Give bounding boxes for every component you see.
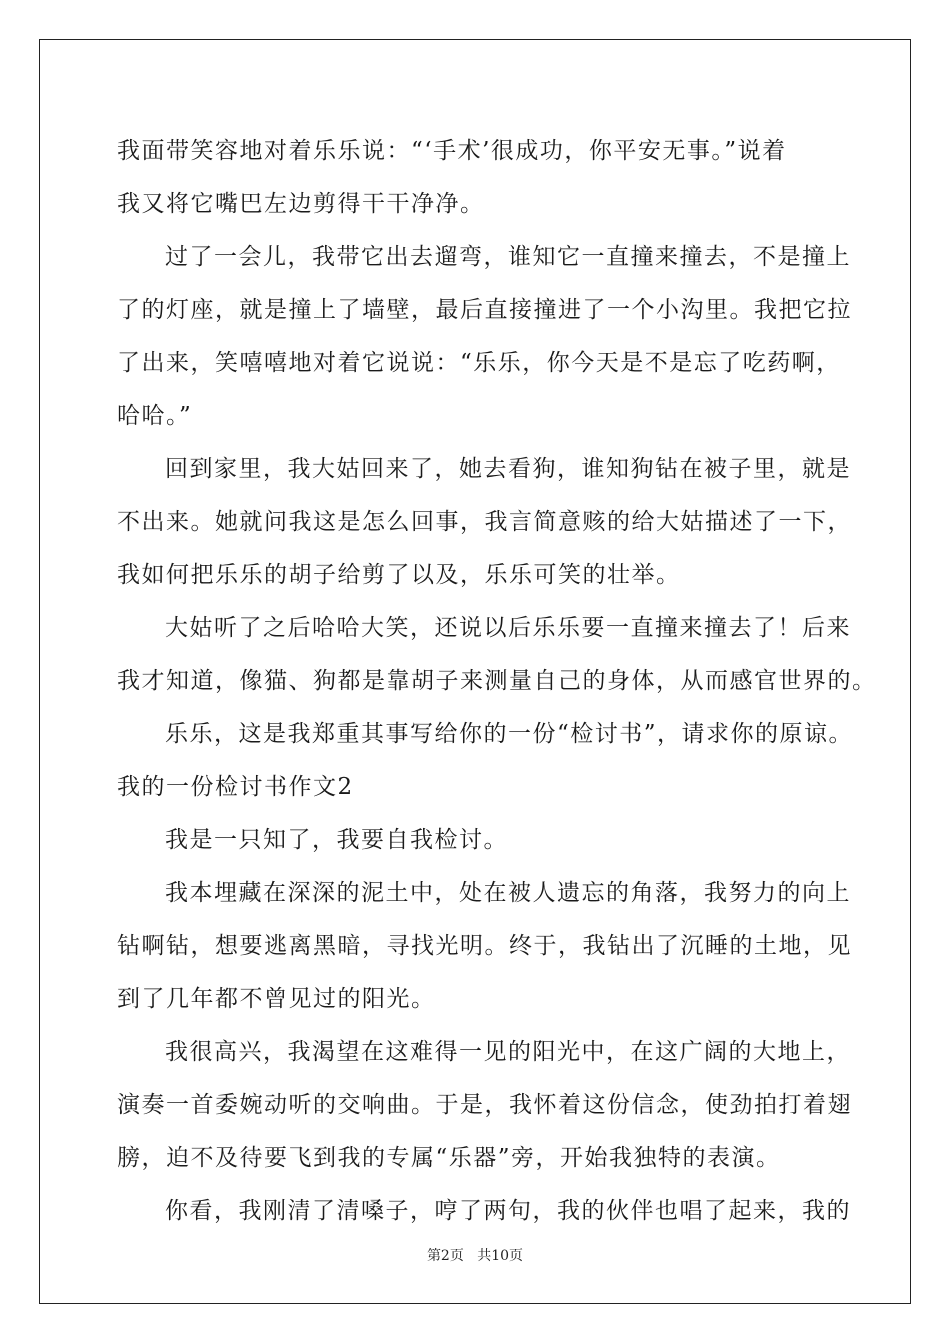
text-line-17: 到了几年都不曾见过的阳光。 bbox=[117, 986, 436, 1012]
section-heading: 我的一份检讨书作文2 bbox=[117, 774, 354, 800]
document-body bbox=[117, 125, 877, 1238]
text-line-8: 不出来。她就问我这是怎么回事，我言简意赅的给大姑描述了一下， bbox=[117, 509, 852, 535]
text-line-12: 乐乐，这是我郑重其事写给你的一份“检讨书”，请求你的原谅。 bbox=[165, 721, 854, 747]
page-total: 共10页 bbox=[477, 1248, 524, 1264]
text-line-9: 我如何把乐乐的胡子给剪了以及，乐乐可笑的壮举。 bbox=[117, 562, 681, 588]
text-line-6: 哈哈。” bbox=[117, 403, 193, 429]
text-line-7: 回到家里，我大姑回来了，她去看狗，谁知狗钻在被子里，就是 bbox=[165, 456, 851, 482]
text-line-1: 我面带笑容地对着乐乐说：“‘手术’很成功，你平安无事。”说着 bbox=[117, 138, 787, 164]
text-line-3: 过了一会儿，我带它出去遛弯，谁知它一直撞来撞去，不是撞上 bbox=[165, 244, 851, 270]
text-line-18: 我很高兴，我渴望在这难得一见的阳光中，在这广阔的大地上， bbox=[165, 1039, 851, 1065]
text-line-5: 了出来，笑嘻嘻地对着它说说：“乐乐，你今天是不是忘了吃药啊， bbox=[117, 350, 841, 376]
text-line-4: 了的灯座，就是撞上了墙壁，最后直接撞进了一个小沟里。我把它拉 bbox=[117, 297, 852, 323]
text-line-2: 我又将它嘴巴左边剪得干干净净。 bbox=[117, 191, 485, 217]
text-line-15: 我本埋藏在深深的泥土中，处在被人遗忘的角落，我努力的向上 bbox=[165, 880, 851, 906]
page-footer bbox=[0, 1245, 950, 1265]
page-number: 第2页 bbox=[426, 1248, 464, 1264]
text-line-11: 我才知道，像猫、狗都是靠胡子来测量自己的身体，从而感官世界的。 bbox=[117, 668, 877, 694]
text-line-19: 演奏一首委婉动听的交响曲。于是，我怀着这份信念，使劲拍打着翅 bbox=[117, 1092, 852, 1118]
text-line-20: 膀，迫不及待要飞到我的专属“乐器”旁，开始我独特的表演。 bbox=[117, 1145, 781, 1171]
text-line-14: 我是一只知了，我要自我检讨。 bbox=[165, 827, 508, 853]
text-line-10: 大姑听了之后哈哈大笑，还说以后乐乐要一直撞来撞去了！后来 bbox=[165, 615, 851, 641]
text-line-16: 钻啊钻，想要逃离黑暗，寻找光明。终于，我钻出了沉睡的土地，见 bbox=[117, 933, 852, 959]
text-line-21: 你看，我刚清了清嗓子，哼了两句，我的伙伴也唱了起来，我的 bbox=[165, 1198, 851, 1224]
